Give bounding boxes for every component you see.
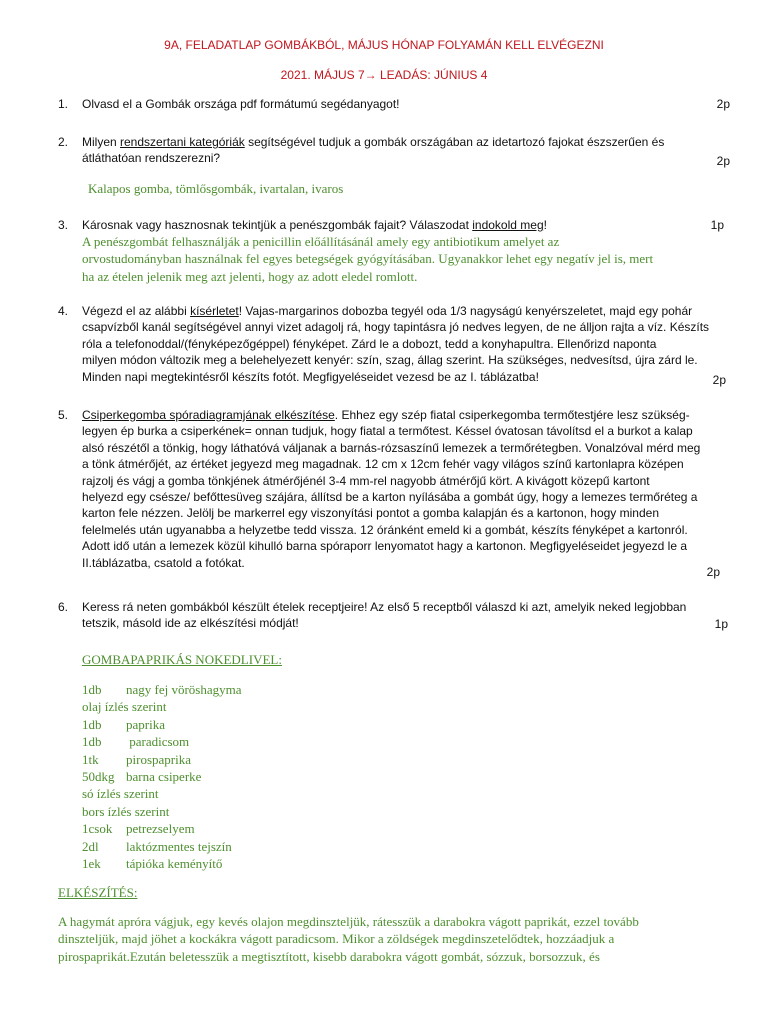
question-line: II.táblázatba, csatold a fotókat. xyxy=(82,555,245,570)
ingredient-item: pirospaprika xyxy=(126,751,191,767)
question-points: 1p xyxy=(710,218,724,232)
answer-3 xyxy=(82,233,742,285)
preparation-title: ELKÉSZÍTÉS: xyxy=(58,885,138,900)
question-line: felelmelés után ugyanabba a helyzetbe tedd vissza. 12 óránként emeld ki a gombát, készíts fényképet a kartonról. xyxy=(82,522,688,537)
preparation-line: dinszteljük, majd jöhet a kockákra vágott paradicsom. Mikor a zöldségek megdinszetelődtek, hozzáadjuk a xyxy=(58,931,615,947)
underlined-term: indokold meg xyxy=(472,218,544,232)
question-line: alsó részétől a tönkig, hogy láthatóvá váljanak a barnás-rózsaszínű lemezek a termőrétegben. Vonalzóval mérd meg xyxy=(82,440,701,455)
question-text xyxy=(82,134,702,167)
question-line xyxy=(82,134,702,150)
text-run: ! xyxy=(543,218,547,232)
question-number: 6. xyxy=(58,600,69,614)
text-run: Milyen xyxy=(82,135,121,149)
ingredient-qty: 1csok xyxy=(82,821,113,837)
page-subtitle: 2021. MÁJUS 7→ LEADÁS: JÚNIUS 4 xyxy=(280,68,488,82)
question-line: milyen módon változik meg a belehelyezett kenyér: szín, szag, állag szerint. Ha szükséges, nedvesítsd, újra zárd le. xyxy=(82,353,698,368)
question-points: 2p xyxy=(706,565,720,579)
answer-2: Kalapos gomba, tömlősgombák, ivartalan, ivaros xyxy=(88,181,344,196)
question-text xyxy=(82,599,702,632)
ingredient-row xyxy=(82,820,242,837)
question-points: 1p xyxy=(714,617,728,631)
ingredient-item: paprika xyxy=(126,716,165,732)
ingredient-row xyxy=(82,698,242,715)
ingredient-row xyxy=(82,716,242,733)
question-line: róla a telefonoddal/(fényképezőgéppel) fényképet. Zárd le a dobozt, tedd a konyhapultra. Ellenőrizd naponta xyxy=(82,336,657,351)
question-line xyxy=(82,303,702,319)
ingredient-item: paradicsom xyxy=(126,734,190,750)
ingredient-list xyxy=(82,681,242,872)
ingredient-qty: 2dl xyxy=(82,838,99,854)
question-number: 2. xyxy=(58,135,69,149)
page-title: 9A, FELADATLAP GOMBÁKBÓL, MÁJUS HÓNAP FOLYAMÁN KELL ELVÉGEZNI xyxy=(164,38,604,52)
ingredient-row xyxy=(82,855,242,872)
ingredient-item: laktózmentes tejszín xyxy=(126,838,232,854)
ingredient-item: tápióka keményítő xyxy=(126,855,223,871)
preparation-text xyxy=(58,913,738,965)
question-number: 1. xyxy=(58,97,69,111)
text-run: Végezd el az alábbi xyxy=(82,304,191,318)
ingredient-item: olaj ízlés szerint xyxy=(82,699,167,715)
question-line: Adott idő után a lemezek közül kihulló barna spóraporr lenyomatot hagy a kartonon. Megfigyeléseidet jegyezd le a xyxy=(82,539,688,554)
answer-line: A penészgombát felhasználják a penicillin előállításánál amely egy antibiotikum amelyet az xyxy=(82,234,560,249)
question-text xyxy=(82,96,702,112)
question-points: 2p xyxy=(712,373,726,387)
question-points: 2p xyxy=(716,154,730,168)
text-run: ! Vajas-margarinos dobozba tegyél oda 1/3 nagyságú kenyérszeletet, majd egy pohár xyxy=(238,304,693,318)
question-line: Olvasd el a Gombák országa pdf formátumú segédanyagot! xyxy=(82,97,400,111)
recipe-title: GOMBAPAPRIKÁS NOKEDLIVEL: xyxy=(82,652,282,667)
ingredient-item: só ízlés szerint xyxy=(82,786,159,802)
question-line: legyen ép burka a csiperkének= onnan tudjuk, hogy fiatal a termőtest. Késsel óvatosan távolítsd el a burkot a kalap xyxy=(82,424,693,439)
ingredient-row xyxy=(82,838,242,855)
preparation-line: pirospaprikát.Ezután beletesszük a megtisztított, kisebb darabokra vágott gombát, sózzuk, borsozzuk, és xyxy=(58,948,600,964)
ingredient-qty: 1db xyxy=(82,734,102,750)
ingredient-item: petrezselyem xyxy=(126,821,195,837)
underlined-term: Csiperkegomba spóradiagramjának elkészítése xyxy=(82,408,335,422)
ingredient-item: nagy fej vöröshagyma xyxy=(126,682,242,697)
question-line: Minden napi megtekintésről készíts fotót. Megfigyeléseidet vezesd be az I. táblázatba! xyxy=(82,369,539,384)
question-line: tetszik, másold ide az elkészítési módját! xyxy=(82,616,299,631)
answer-line: orvostudományban használnak fel egyes betegségek gyógyításában. Ugyanakkor lehet egy negatív jel is, mert xyxy=(82,251,654,267)
question-number: 3. xyxy=(58,218,69,232)
ingredient-qty: 1tk xyxy=(82,751,99,767)
preparation-line: A hagymát apróra vágjuk, egy kevés olajon megdinszteljük, rátesszük a darabokra vágott paprikát, ezzel tovább xyxy=(58,914,639,929)
text-run: Károsnak vagy hasznosnak tekintjük a penészgombák fajait? Válaszodat xyxy=(82,218,473,232)
question-text xyxy=(82,407,702,571)
question-points: 2p xyxy=(716,97,730,111)
text-run: segítségével tudjuk a gombák országában az idetartozó fajokat észszerűen és xyxy=(244,135,665,149)
question-line: Keress rá neten gombákból készült ételek receptjeire! Az első 5 receptből válaszd ki azt, amelyik neked legjobban xyxy=(82,600,687,614)
ingredient-qty: 1db xyxy=(82,716,102,732)
question-line: karton fele nézzen. Jelölj be markerrel egy viszonyítási pontot a gomba kalapján és a kartonon, hogy minden xyxy=(82,506,659,521)
ingredient-item: bors ízlés szerint xyxy=(82,803,170,819)
ingredient-row xyxy=(82,803,242,820)
ingredient-row xyxy=(82,768,242,785)
ingredient-row xyxy=(82,785,242,802)
question-line: a tönk átmérőjét, az értéket jegyezd meg magadnak. 12 cm x 12cm fehér vagy világos színű kartonlapra középen xyxy=(82,457,684,472)
ingredient-row xyxy=(82,733,242,750)
underlined-term: kísérletet xyxy=(190,304,239,318)
question-number: 5. xyxy=(58,408,69,422)
question-line: helyezd egy csésze/ befőttesüveg szájára, állítsd be a karton nyílásába a gombát úgy, hogy a lemezes termőréteg a xyxy=(82,490,698,505)
question-number: 4. xyxy=(58,304,69,318)
underlined-term: rendszertani kategóriák xyxy=(120,135,245,149)
question-line: rajzolj és vágj a gomba tönkjének átmérőjénél 3-4 mm-rel nagyobb átmérőjű kört. A kivágott közepű kartont xyxy=(82,473,650,488)
ingredient-qty: 1ek xyxy=(82,855,101,871)
question-line: csapvízből kanál segítségével annyi vizet adagolj rá, hogy tapintásra jó nedves legyen, de ne álljon rajta a víz. Készíts xyxy=(82,320,710,335)
question-line xyxy=(82,217,702,233)
question-text xyxy=(82,217,702,233)
ingredient-row xyxy=(82,681,242,698)
question-text xyxy=(82,303,710,385)
ingredient-qty: 1db xyxy=(82,682,102,697)
text-run: . Ehhez egy szép fiatal csiperkegomba termőtestjére lesz szükség- xyxy=(334,408,690,422)
question-line: átláthatóan rendszerezni? xyxy=(82,151,221,166)
question-line xyxy=(82,407,702,423)
ingredient-qty: 50dkg xyxy=(82,768,115,784)
ingredient-item: barna csiperke xyxy=(126,768,202,784)
ingredient-row xyxy=(82,751,242,768)
answer-line: ha az ételen jelenik meg azt jelenti, hogy az adott eledel romlott. xyxy=(82,268,418,284)
